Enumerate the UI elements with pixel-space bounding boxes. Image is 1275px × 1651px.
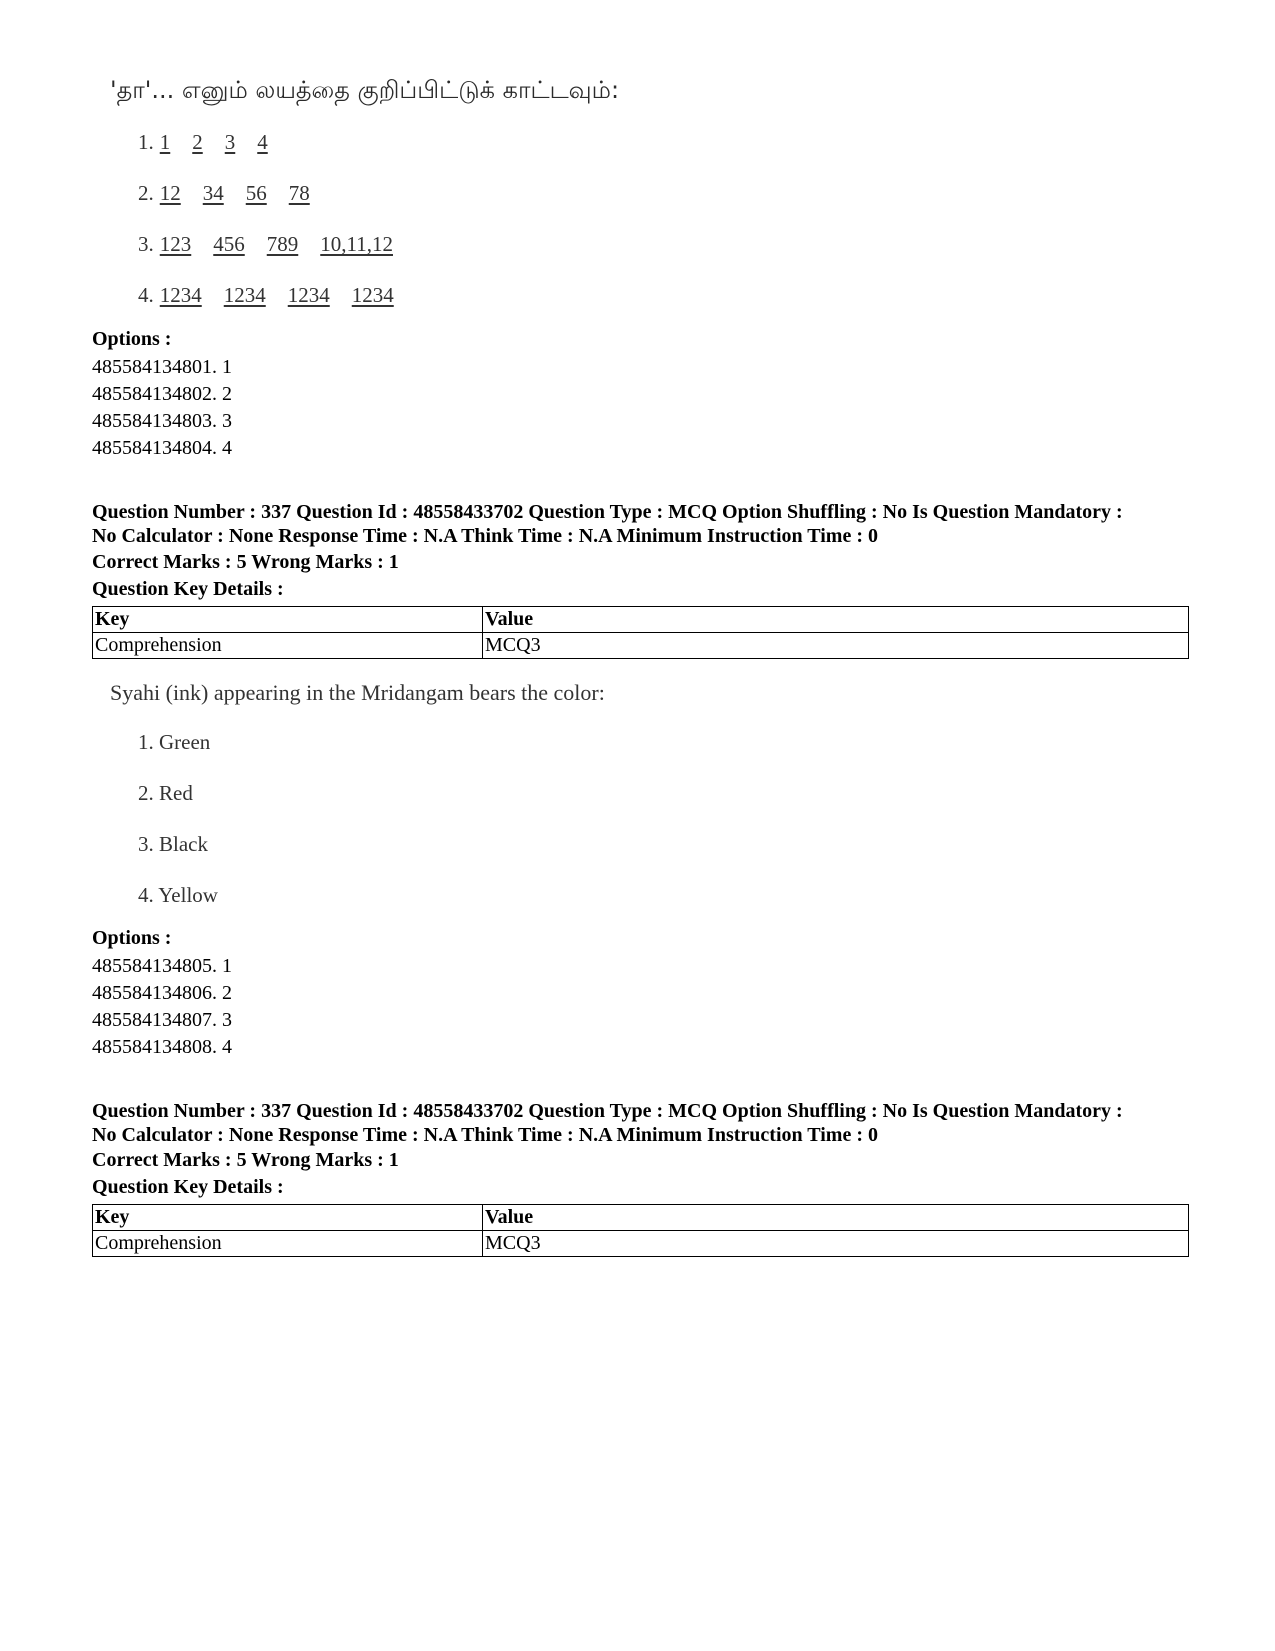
table-header-value: Value <box>483 607 1189 633</box>
option-line: 485584134806. 2 <box>92 982 232 1004</box>
options-label: Options : <box>92 927 172 949</box>
options-label: Options : <box>92 328 172 350</box>
beat-group: 3 <box>224 130 236 154</box>
beat-group: 1234 <box>159 283 202 307</box>
key-details-label: Question Key Details : <box>92 1176 284 1198</box>
table-cell-value: MCQ3 <box>483 633 1189 659</box>
question-1-choice-4 <box>138 283 416 308</box>
choice-number: 2. <box>138 181 154 205</box>
question-1-choice-2 <box>138 181 332 206</box>
option-line: 485584134807. 3 <box>92 1009 232 1031</box>
option-line: 485584134804. 4 <box>92 437 232 459</box>
option-line: 485584134801. 1 <box>92 356 232 378</box>
option-line: 485584134802. 2 <box>92 383 232 405</box>
beat-group: 1 <box>159 130 171 154</box>
table-cell-key: Comprehension <box>93 633 483 659</box>
beat-group: 1234 <box>287 283 330 307</box>
question-2-choice-2: 2. Red <box>138 781 193 805</box>
question-2-prompt: Syahi (ink) appearing in the Mridangam bears the color: <box>110 680 605 705</box>
table-header-key: Key <box>93 1205 483 1231</box>
beat-group: 789 <box>266 232 299 256</box>
table-cell-key: Comprehension <box>93 1231 483 1257</box>
question-meta-line-2: No Calculator : None Response Time : N.A Think Time : N.A Minimum Instruction Time : 0 <box>92 525 878 547</box>
beat-group: 78 <box>288 181 310 205</box>
question-1-choice-3 <box>138 232 415 257</box>
option-line: 485584134805. 1 <box>92 955 232 977</box>
choice-number: 4. <box>138 283 154 307</box>
question-2-choice-3: 3. Black <box>138 832 208 856</box>
key-details-label: Question Key Details : <box>92 578 284 600</box>
question-meta-line-1: Question Number : 337 Question Id : 48558433702 Question Type : MCQ Option Shuffling : No Is Question Mandatory : <box>92 1100 1123 1122</box>
beat-group: 1234 <box>223 283 266 307</box>
question-meta-line-1: Question Number : 337 Question Id : 48558433702 Question Type : MCQ Option Shuffling : No Is Question Mandatory : <box>92 501 1123 523</box>
choice-number: 1. <box>138 130 154 154</box>
key-value-table <box>92 606 1189 659</box>
marks-line: Correct Marks : 5 Wrong Marks : 1 <box>92 551 399 573</box>
question-1-choice-1 <box>138 130 290 155</box>
beat-group: 56 <box>245 181 267 205</box>
key-value-table <box>92 1204 1189 1257</box>
question-meta-line-2: No Calculator : None Response Time : N.A Think Time : N.A Minimum Instruction Time : 0 <box>92 1124 878 1146</box>
question-2-choice-4: 4. Yellow <box>138 883 218 907</box>
beat-group: 456 <box>213 232 245 256</box>
question-1-prompt: 'தா'... எனும் லயத்தை குறிப்பிட்டுக் காட்டவும்: <box>110 76 620 104</box>
beat-group: 10,11,12 <box>320 232 393 256</box>
beat-group: 1234 <box>351 283 394 307</box>
beat-group: 2 <box>192 130 203 154</box>
table-header-key: Key <box>93 607 483 633</box>
choice-number: 3. <box>138 232 154 256</box>
question-2-choice-1: 1. Green <box>138 730 211 754</box>
beat-group: 12 <box>159 181 181 205</box>
marks-line: Correct Marks : 5 Wrong Marks : 1 <box>92 1149 399 1171</box>
option-line: 485584134803. 3 <box>92 410 232 432</box>
table-header-value: Value <box>483 1205 1189 1231</box>
beat-group: 34 <box>202 181 224 205</box>
table-cell-value: MCQ3 <box>483 1231 1189 1257</box>
option-line: 485584134808. 4 <box>92 1036 232 1058</box>
beat-group: 4 <box>257 130 268 154</box>
beat-group: 123 <box>159 232 192 256</box>
